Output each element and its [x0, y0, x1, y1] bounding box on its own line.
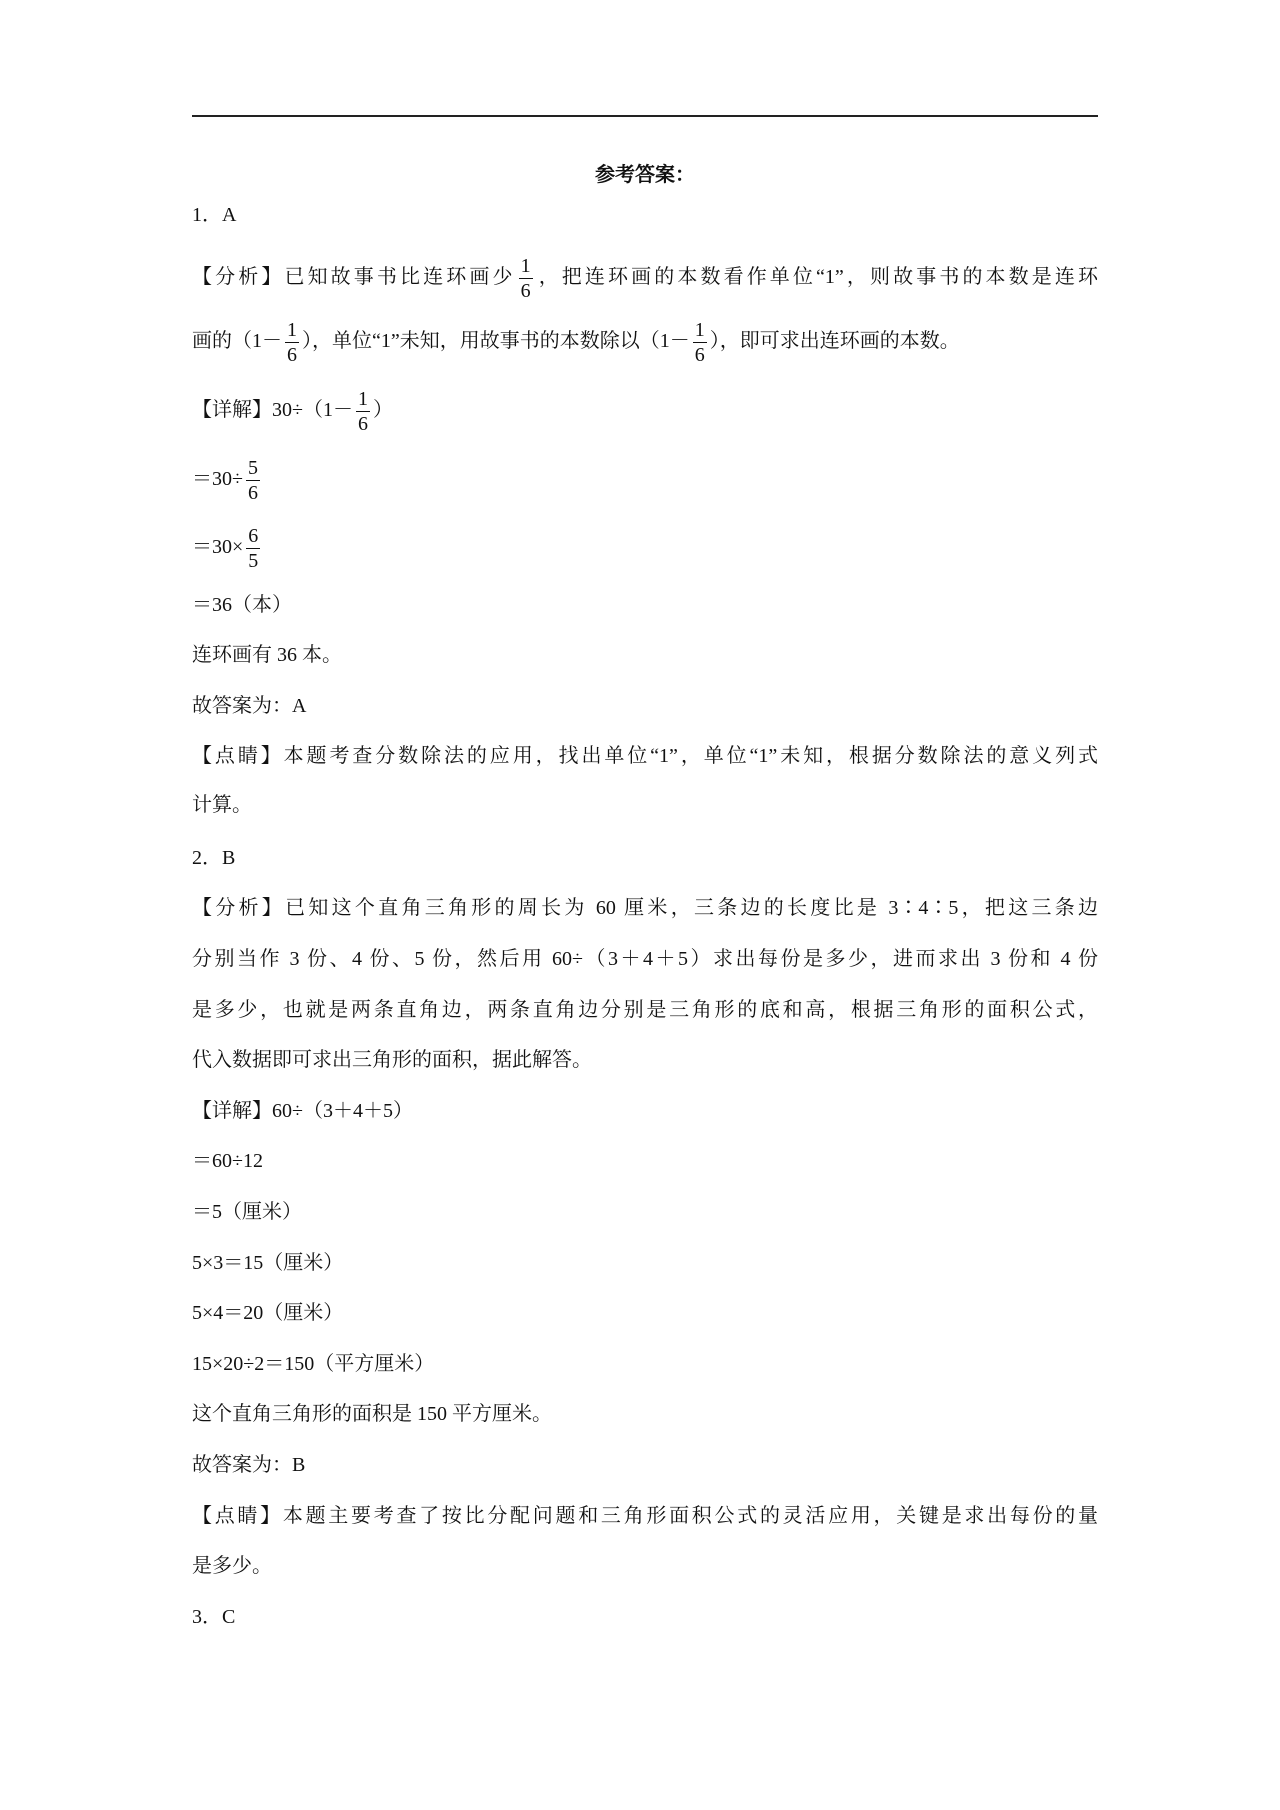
fraction-denominator: 6 — [247, 481, 258, 504]
fraction-numerator: 1 — [694, 318, 705, 341]
q2-detail-step-2: ＝60÷12 — [192, 1150, 263, 1172]
page-title: 参考答案： — [595, 164, 695, 186]
q1-detail-text: ） — [372, 399, 393, 421]
q1-comment-text: 本题考查分数除法的应用，找出单位“1”，单位“1”未知，根据分数除法的意义列式 — [283, 745, 1099, 767]
q1-detail-conclusion: 连环画有 36 本。 — [192, 644, 342, 666]
q1-detail-step-3 — [192, 517, 1098, 577]
q2-analysis-label: 【分析】 — [192, 897, 286, 919]
q1-answer: 故答案为：A — [192, 695, 307, 717]
fraction-denominator: 6 — [287, 343, 297, 366]
q2-answer: 故答案为：B — [192, 1454, 306, 1476]
q2-detail-step-6: 15×20÷2＝150（平方厘米） — [192, 1353, 435, 1375]
q1-analysis-text: ），单位“1”未知，用故事书的本数除以（1－ — [302, 330, 690, 352]
q2-detail-text: 60÷（3＋4＋5） — [272, 1100, 413, 1122]
fraction-denominator: 6 — [520, 279, 531, 302]
header-rule — [192, 115, 1098, 117]
q1-analysis-label: 【分析】 — [192, 266, 285, 288]
q2-number: 2．B — [192, 847, 236, 869]
q1-detail-label: 【详解】 — [192, 399, 272, 421]
q1-analysis-fraction-1 — [519, 254, 533, 303]
q1-detail-fraction-1 — [356, 387, 370, 436]
fraction-numerator: 5 — [247, 456, 258, 479]
q2-analysis-line-3: 是多少，也就是两条直角边，两条直角边分别是三角形的底和高，根据三角形的面积公式， — [192, 999, 1098, 1021]
q1-analysis-line-2 — [192, 311, 1098, 371]
q2-detail-step-4: 5×3＝15（厘米） — [192, 1252, 344, 1274]
q1-analysis-line-1 — [192, 247, 1098, 307]
q1-detail-step-2 — [192, 449, 1098, 509]
q3-number: 3．C — [192, 1606, 236, 1628]
q1-detail-fraction-2 — [246, 456, 260, 505]
q2-detail-step-5: 5×4＝20（厘米） — [192, 1302, 344, 1324]
q1-detail-text: ＝30× — [192, 536, 244, 558]
fraction-numerator: 1 — [520, 254, 531, 277]
q1-comment-line-2: 计算。 — [192, 794, 252, 816]
q2-analysis-line-4: 代入数据即可求出三角形的面积，据此解答。 — [192, 1049, 592, 1071]
q2-comment-text: 本题主要考查了按比分配问题和三角形面积公式的灵活应用，关键是求出每份的量 — [282, 1505, 1099, 1527]
q1-analysis-text: 已知故事书比连环画少 — [284, 266, 516, 288]
fraction-denominator: 6 — [357, 412, 368, 435]
q1-detail-step-4: ＝36（本） — [192, 594, 292, 616]
q1-detail-text: 30÷（1－ — [272, 399, 353, 421]
q1-detail-step-1 — [192, 380, 1098, 440]
q1-analysis-fraction-3 — [693, 318, 707, 367]
q2-detail-conclusion: 这个直角三角形的面积是 150 平方厘米。 — [192, 1403, 552, 1425]
q1-analysis-text: ，把连环画的本数看作单位“1”，则故事书的本数是连环 — [535, 266, 1099, 288]
q2-analysis-text: 已知这个直角三角形的周长为 60 厘米，三条边的长度比是 3∶4∶5，把这三条边 — [285, 897, 1099, 919]
q2-detail-step-3: ＝5（厘米） — [192, 1201, 302, 1223]
q1-analysis-text: ），即可求出连环画的本数。 — [709, 330, 960, 352]
q1-number: 1．A — [192, 204, 237, 226]
q2-detail-label: 【详解】 — [192, 1100, 272, 1122]
fraction-denominator: 6 — [694, 343, 705, 366]
fraction-numerator: 1 — [357, 387, 368, 410]
q1-analysis-fraction-2 — [285, 318, 299, 367]
q2-comment-label: 【点睛】 — [192, 1505, 283, 1527]
q2-comment-line-2: 是多少。 — [192, 1555, 272, 1577]
q1-detail-fraction-3 — [246, 524, 260, 573]
q1-analysis-text: 画的（1－ — [192, 330, 282, 352]
q2-analysis-line-2: 分别当作 3 份、4 份、5 份，然后用 60÷（3＋4＋5）求出每份是多少，进而求出 3 份和 4 份 — [192, 948, 1098, 970]
fraction-numerator: 1 — [287, 318, 297, 341]
q1-comment-label: 【点睛】 — [192, 745, 284, 767]
fraction-denominator: 5 — [248, 549, 259, 572]
fraction-numerator: 6 — [248, 524, 259, 547]
q1-detail-text: ＝30÷ — [192, 468, 243, 490]
